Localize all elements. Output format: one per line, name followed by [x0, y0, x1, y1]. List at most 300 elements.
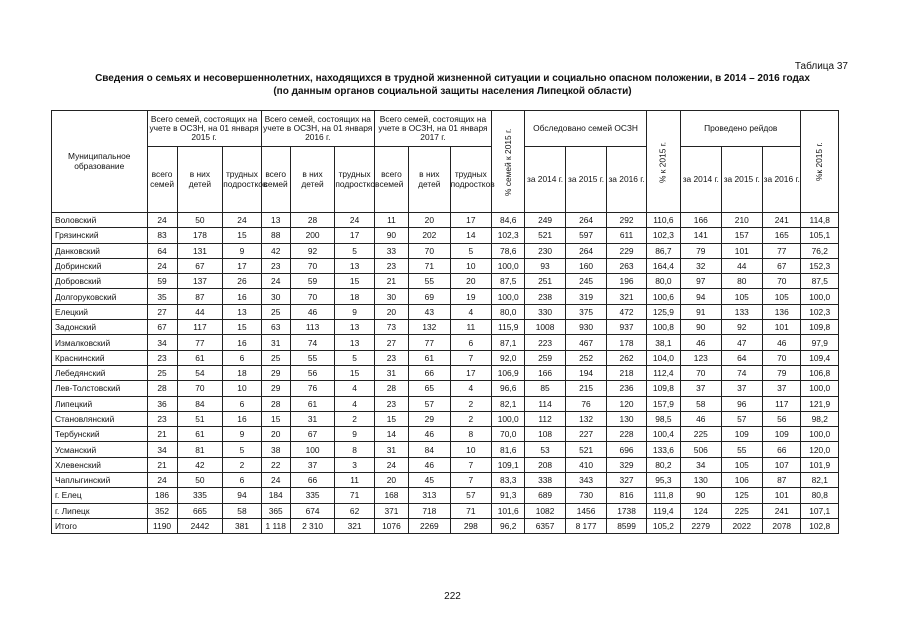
table-cell: 23: [147, 411, 177, 426]
table-cell: 66: [290, 473, 335, 488]
table-cell: 1738: [607, 503, 646, 518]
municipality-name: Добровский: [52, 274, 148, 289]
table-cell: 263: [607, 258, 646, 273]
table-cell: 107: [763, 457, 801, 472]
table-cell: 26: [223, 274, 261, 289]
header-children: в них детей: [290, 147, 335, 213]
table-cell: 97: [681, 274, 721, 289]
table-cell: 23: [147, 350, 177, 365]
table-cell: 24: [261, 473, 290, 488]
table-cell: 102,8: [801, 518, 839, 533]
municipality-name: Усманский: [52, 442, 148, 457]
municipality-name: Воловский: [52, 213, 148, 228]
table-cell: 58: [223, 503, 261, 518]
table-cell: 816: [607, 488, 646, 503]
table-cell: 97,9: [801, 335, 839, 350]
table-cell: 5: [335, 350, 374, 365]
municipality-name: Измалковский: [52, 335, 148, 350]
table-cell: 506: [681, 442, 721, 457]
table-cell: 157: [721, 228, 763, 243]
table-cell: 119,4: [646, 503, 680, 518]
table-cell: 5: [223, 442, 261, 457]
table-row: [52, 243, 839, 258]
table-row: [52, 396, 839, 411]
table-cell: 74: [290, 335, 335, 350]
table-cell: 210: [721, 213, 763, 228]
table-cell: 21: [147, 427, 177, 442]
table-cell: 1456: [565, 503, 607, 518]
table-cell: 87,5: [801, 274, 839, 289]
table-cell: 102,3: [801, 304, 839, 319]
table-cell: 2279: [681, 518, 721, 533]
table-cell: 98,5: [646, 411, 680, 426]
table-cell: 225: [681, 427, 721, 442]
table-cell: 44: [721, 258, 763, 273]
title-line-2: (по данным органов социальной защиты населения Липецкой области): [273, 86, 632, 97]
table-row: [52, 335, 839, 350]
table-cell: 264: [565, 243, 607, 258]
table-cell: 467: [565, 335, 607, 350]
table-cell: 74: [721, 365, 763, 380]
table-cell: 82,1: [492, 396, 525, 411]
table-cell: 696: [607, 442, 646, 457]
table-cell: 24: [335, 213, 374, 228]
table-cell: 227: [565, 427, 607, 442]
table-cell: 2: [450, 396, 492, 411]
table-cell: 66: [763, 442, 801, 457]
table-cell: 292: [607, 213, 646, 228]
table-cell: 42: [177, 457, 223, 472]
header-raids: Проведено рейдов: [681, 111, 801, 147]
table-cell: 597: [565, 228, 607, 243]
table-cell: 92,0: [492, 350, 525, 365]
municipality-name: Чаплыгинский: [52, 473, 148, 488]
table-cell: 19: [450, 289, 492, 304]
table-cell: 90: [681, 488, 721, 503]
table-cell: 166: [681, 213, 721, 228]
municipality-name: Тербунский: [52, 427, 148, 442]
table-cell: 63: [261, 320, 290, 335]
table-row: [52, 518, 839, 533]
table-cell: 2022: [721, 518, 763, 533]
table-cell: 61: [290, 396, 335, 411]
table-cell: 133: [721, 304, 763, 319]
table-cell: 102,3: [646, 228, 680, 243]
table-cell: 343: [565, 473, 607, 488]
table-cell: 70: [290, 289, 335, 304]
table-cell: 1 118: [261, 518, 290, 533]
municipality-name: Грязинский: [52, 228, 148, 243]
municipality-name: Хлевенский: [52, 457, 148, 472]
table-cell: 30: [261, 289, 290, 304]
table-cell: 80: [721, 274, 763, 289]
table-cell: 4: [335, 396, 374, 411]
table-cell: 109: [763, 427, 801, 442]
table-row: [52, 350, 839, 365]
table-cell: 87: [763, 473, 801, 488]
table-cell: 80,0: [646, 274, 680, 289]
table-cell: 17: [335, 228, 374, 243]
table-cell: 62: [335, 503, 374, 518]
table-cell: 132: [565, 411, 607, 426]
table-cell: 57: [450, 488, 492, 503]
table-row: [52, 427, 839, 442]
table-cell: 2442: [177, 518, 223, 533]
table-cell: 23: [374, 396, 408, 411]
table-cell: 111,8: [646, 488, 680, 503]
table-cell: 194: [565, 365, 607, 380]
table-title: [40, 72, 865, 98]
table-cell: 100: [290, 442, 335, 457]
header-children: в них детей: [409, 147, 451, 213]
table-cell: 105,1: [801, 228, 839, 243]
table-cell: 55: [409, 274, 451, 289]
table-cell: 50: [177, 213, 223, 228]
header-total-families: всего семей: [147, 147, 177, 213]
table-cell: 141: [681, 228, 721, 243]
table-cell: 84: [177, 396, 223, 411]
table-cell: 24: [374, 457, 408, 472]
table-cell: 35: [147, 289, 177, 304]
municipality-name: Лев-Толстовский: [52, 381, 148, 396]
table-cell: 14: [450, 228, 492, 243]
table-cell: 196: [607, 274, 646, 289]
table-cell: 245: [565, 274, 607, 289]
municipality-name: Краснинский: [52, 350, 148, 365]
table-cell: 46: [409, 427, 451, 442]
table-cell: 101: [763, 320, 801, 335]
table-cell: 10: [450, 442, 492, 457]
municipality-name: Липецкий: [52, 396, 148, 411]
table-cell: 42: [261, 243, 290, 258]
header-surveyed: Обследовано семей ОСЗН: [525, 111, 646, 147]
table-cell: 186: [147, 488, 177, 503]
table-cell: 165: [763, 228, 801, 243]
table-cell: 56: [290, 365, 335, 380]
table-row: [52, 304, 839, 319]
table-cell: 46: [681, 411, 721, 426]
table-cell: 76,2: [801, 243, 839, 258]
municipality-name: Лебедянский: [52, 365, 148, 380]
header-hard-teens: трудных подростков: [450, 147, 492, 213]
table-cell: 178: [607, 335, 646, 350]
table-cell: 321: [335, 518, 374, 533]
table-cell: 109,8: [801, 320, 839, 335]
table-cell: 78,6: [492, 243, 525, 258]
table-cell: 137: [177, 274, 223, 289]
table-cell: 208: [525, 457, 565, 472]
table-cell: 38,1: [646, 335, 680, 350]
table-cell: 85: [525, 381, 565, 396]
table-row: [52, 258, 839, 273]
table-cell: 77: [763, 243, 801, 258]
header-families-2015: Всего семей, состоящих на учете в ОСЗН, на 01 января 2015 г.: [147, 111, 261, 147]
table-cell: 106: [721, 473, 763, 488]
table-cell: 13: [223, 304, 261, 319]
table-cell: 83,3: [492, 473, 525, 488]
table-cell: 225: [721, 503, 763, 518]
table-cell: 521: [525, 228, 565, 243]
table-cell: 46: [681, 335, 721, 350]
table-cell: 11: [374, 213, 408, 228]
table-row: [52, 289, 839, 304]
table-cell: 82,1: [801, 473, 839, 488]
header-families-2016: Всего семей, состоящих на учете в ОСЗН, на 01 января 2016 г.: [261, 111, 374, 147]
table-cell: 15: [223, 320, 261, 335]
table-cell: 106,9: [492, 365, 525, 380]
table-cell: 105: [763, 289, 801, 304]
table-cell: 2: [335, 411, 374, 426]
table-cell: 7: [450, 457, 492, 472]
table-cell: 152,3: [801, 258, 839, 273]
table-cell: 91: [681, 304, 721, 319]
table-cell: 66: [409, 365, 451, 380]
table-cell: 157,9: [646, 396, 680, 411]
table-row: [52, 473, 839, 488]
table-cell: 117: [763, 396, 801, 411]
table-cell: 4: [450, 381, 492, 396]
table-cell: 100,0: [492, 289, 525, 304]
table-cell: 45: [409, 473, 451, 488]
header-pct-raids: %к 2015 г.: [801, 111, 839, 213]
table-cell: 64: [147, 243, 177, 258]
table-number: Таблица 37: [794, 61, 848, 72]
table-cell: 8 177: [565, 518, 607, 533]
table-cell: 107,1: [801, 503, 839, 518]
table-cell: 67: [763, 258, 801, 273]
table-cell: 46: [290, 304, 335, 319]
table-cell: 100,0: [492, 258, 525, 273]
table-cell: 230: [525, 243, 565, 258]
table-cell: 105,2: [646, 518, 680, 533]
table-cell: 37: [681, 381, 721, 396]
table-cell: 6: [223, 396, 261, 411]
table-cell: 365: [261, 503, 290, 518]
table-cell: 94: [681, 289, 721, 304]
table-cell: 6: [450, 335, 492, 350]
table-cell: 80,2: [646, 457, 680, 472]
table-cell: 472: [607, 304, 646, 319]
header-year-2014: за 2014 г.: [681, 147, 721, 213]
table-cell: 2269: [409, 518, 451, 533]
table-cell: 611: [607, 228, 646, 243]
table-cell: 23: [374, 350, 408, 365]
table-cell: 27: [374, 335, 408, 350]
table-cell: 30: [374, 289, 408, 304]
table-cell: 100,4: [646, 427, 680, 442]
table-cell: 13: [335, 258, 374, 273]
header-year-2016: за 2016 г.: [607, 147, 646, 213]
table-cell: 335: [290, 488, 335, 503]
municipality-name: Задонский: [52, 320, 148, 335]
table-cell: 86,7: [646, 243, 680, 258]
table-row: [52, 274, 839, 289]
table-cell: 229: [607, 243, 646, 258]
table-cell: 91,3: [492, 488, 525, 503]
table-cell: 20: [409, 213, 451, 228]
table-cell: 930: [565, 320, 607, 335]
table-cell: 46: [763, 335, 801, 350]
table-cell: 13: [335, 320, 374, 335]
table-cell: 313: [409, 488, 451, 503]
table-cell: 29: [261, 381, 290, 396]
table-cell: 21: [374, 274, 408, 289]
table-cell: 24: [223, 213, 261, 228]
table-cell: 16: [223, 411, 261, 426]
table-cell: 7: [450, 473, 492, 488]
table-cell: 136: [763, 304, 801, 319]
table-cell: 4: [450, 304, 492, 319]
table-cell: 69: [409, 289, 451, 304]
header-municipality: Муниципальное образование: [52, 111, 148, 213]
table-cell: 24: [147, 473, 177, 488]
table-cell: 76: [290, 381, 335, 396]
municipality-name: г. Липецк: [52, 503, 148, 518]
table-cell: 67: [177, 258, 223, 273]
table-cell: 8599: [607, 518, 646, 533]
table-cell: 8: [335, 442, 374, 457]
table-cell: 117: [177, 320, 223, 335]
table-cell: 100,0: [801, 381, 839, 396]
table-row: [52, 457, 839, 472]
municipality-name: Елецкий: [52, 304, 148, 319]
table-row: [52, 365, 839, 380]
table-cell: 101,6: [492, 503, 525, 518]
table-cell: 15: [374, 411, 408, 426]
table-cell: 2 310: [290, 518, 335, 533]
table-cell: 65: [409, 381, 451, 396]
municipality-name: Итого: [52, 518, 148, 533]
table-cell: 83: [147, 228, 177, 243]
table-cell: 160: [565, 258, 607, 273]
table-cell: 665: [177, 503, 223, 518]
header-total-families: всего семей: [261, 147, 290, 213]
table-cell: 327: [607, 473, 646, 488]
table-cell: 298: [450, 518, 492, 533]
table-cell: 109,1: [492, 457, 525, 472]
header-families-2017: Всего семей, состоящих на учете в ОСЗН, на 01 января 2017 г.: [374, 111, 491, 147]
table-cell: 319: [565, 289, 607, 304]
table-cell: 130: [681, 473, 721, 488]
table-cell: 61: [177, 427, 223, 442]
table-cell: 1076: [374, 518, 408, 533]
table-cell: 47: [721, 335, 763, 350]
table-cell: 14: [374, 427, 408, 442]
table-cell: 120,0: [801, 442, 839, 457]
table-cell: 93: [525, 258, 565, 273]
table-cell: 24: [261, 274, 290, 289]
table-cell: 79: [681, 243, 721, 258]
table-cell: 330: [525, 304, 565, 319]
table-cell: 31: [290, 411, 335, 426]
table-cell: 937: [607, 320, 646, 335]
table-cell: 34: [681, 457, 721, 472]
table-cell: 17: [450, 365, 492, 380]
table-cell: 2: [450, 411, 492, 426]
table-cell: 55: [290, 350, 335, 365]
table-cell: 70: [763, 350, 801, 365]
table-cell: 15: [335, 365, 374, 380]
table-cell: 124: [681, 503, 721, 518]
table-cell: 70: [763, 274, 801, 289]
table-cell: 90: [681, 320, 721, 335]
table-cell: 101: [721, 243, 763, 258]
table-cell: 381: [223, 518, 261, 533]
table-cell: 202: [409, 228, 451, 243]
table-cell: 114: [525, 396, 565, 411]
table-cell: 11: [335, 473, 374, 488]
table-cell: 71: [335, 488, 374, 503]
table-cell: 521: [565, 442, 607, 457]
table-cell: 71: [450, 503, 492, 518]
table-cell: 9: [223, 427, 261, 442]
table-cell: 25: [147, 365, 177, 380]
table-row: [52, 442, 839, 457]
table-cell: 236: [607, 381, 646, 396]
table-cell: 321: [607, 289, 646, 304]
table-cell: 11: [450, 320, 492, 335]
table-cell: 84: [409, 442, 451, 457]
table-cell: 25: [261, 304, 290, 319]
table-cell: 101: [763, 488, 801, 503]
table-cell: 88: [261, 228, 290, 243]
table-cell: 70: [681, 365, 721, 380]
table-cell: 20: [374, 473, 408, 488]
table-cell: 16: [223, 289, 261, 304]
table-cell: 130: [607, 411, 646, 426]
table-cell: 164,4: [646, 258, 680, 273]
table-cell: 252: [565, 350, 607, 365]
table-cell: 70: [177, 381, 223, 396]
table-cell: 112: [525, 411, 565, 426]
table-cell: 90: [374, 228, 408, 243]
table-cell: 9: [335, 427, 374, 442]
table-cell: 114,8: [801, 213, 839, 228]
table-cell: 105: [721, 289, 763, 304]
table-cell: 67: [290, 427, 335, 442]
table-cell: 95,3: [646, 473, 680, 488]
header-year-2014: за 2014 г.: [525, 147, 565, 213]
table-cell: 87,1: [492, 335, 525, 350]
table-cell: 71: [409, 258, 451, 273]
table-cell: 24: [147, 258, 177, 273]
table-cell: 61: [409, 350, 451, 365]
table-cell: 29: [409, 411, 451, 426]
table-cell: 100,0: [492, 411, 525, 426]
table-cell: 87: [177, 289, 223, 304]
table-cell: 92: [721, 320, 763, 335]
table-cell: 59: [290, 274, 335, 289]
municipality-name: Долгоруковский: [52, 289, 148, 304]
table-cell: 101,9: [801, 457, 839, 472]
table-cell: 121,9: [801, 396, 839, 411]
table-cell: 64: [721, 350, 763, 365]
table-cell: 375: [565, 304, 607, 319]
header-pct-families: % семей к 2015 г.: [492, 111, 525, 213]
table-cell: 29: [261, 365, 290, 380]
table-cell: 51: [177, 411, 223, 426]
table-cell: 108: [525, 427, 565, 442]
table-row: [52, 320, 839, 335]
table-cell: 31: [374, 442, 408, 457]
table-cell: 335: [177, 488, 223, 503]
table-cell: 57: [409, 396, 451, 411]
municipality-name: Данковский: [52, 243, 148, 258]
table-cell: 371: [374, 503, 408, 518]
table-cell: 46: [409, 457, 451, 472]
table-cell: 54: [177, 365, 223, 380]
table-cell: 20: [261, 427, 290, 442]
